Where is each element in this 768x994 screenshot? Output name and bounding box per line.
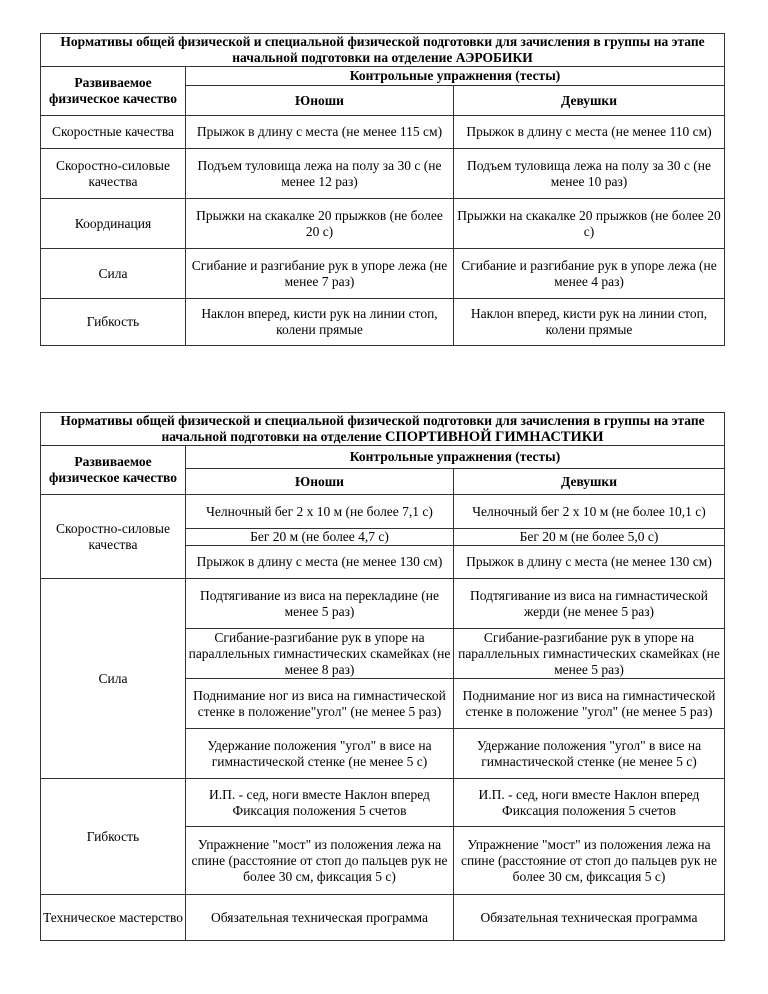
- boys-cell: Сгибание и разгибание рук в упоре лежа (не менее 7 раз): [186, 249, 454, 299]
- quality-cell: Скоростно-силовые качества: [41, 149, 186, 199]
- girls-cell: Упражнение "мост" из положения лежа на спине (расстояние от стоп до пальцев рук не более 30 см, фиксация 5 с): [454, 827, 725, 895]
- boys-cell: Прыжок в длину с места (не менее 130 см): [186, 546, 454, 579]
- boys-cell: Подъем туловища лежа на полу за 30 с (не менее 12 раз): [186, 149, 454, 199]
- boys-cell: Прыжок в длину с места (не менее 115 см): [186, 116, 454, 149]
- girls-cell: Сгибание и разгибание рук в упоре лежа (не менее 4 раз): [454, 249, 725, 299]
- header-girls: Девушки: [454, 86, 725, 116]
- table-row: [41, 249, 725, 299]
- girls-cell: Удержание положения "угол" в висе на гимнастической стенке (не менее 5 с): [454, 729, 725, 779]
- gymnastics-standards-table: [40, 412, 725, 941]
- quality-cell: Скоростно-силовые качества: [41, 495, 186, 579]
- boys-cell: Наклон вперед, кисти рук на линии стоп, колени прямые: [186, 299, 454, 346]
- boys-cell: И.П. - сед, ноги вместе Наклон вперед Фиксация положения 5 счетов: [186, 779, 454, 827]
- table-row: [41, 779, 725, 827]
- girls-cell: Подтягивание из виса на гимнастической жерди (не менее 5 раз): [454, 579, 725, 629]
- table-title-main: Нормативы общей физической и специальной физической подготовки для зачисления в группы на этапе начальной подготовки на отделение: [60, 413, 705, 444]
- boys-cell: Сгибание-разгибание рук в упоре на параллельных гимнастических скамейках (не менее 8 раз): [186, 629, 454, 679]
- boys-cell: Подтягивание из виса на перекладине (не менее 5 раз): [186, 579, 454, 629]
- boys-cell: Упражнение "мост" из положения лежа на спине (расстояние от стоп до пальцев рук не более 30 см, фиксация 5 с): [186, 827, 454, 895]
- header-girls: Девушки: [454, 469, 725, 495]
- boys-cell: Бег 20 м (не более 4,7 с): [186, 529, 454, 546]
- girls-cell: Прыжок в длину с места (не менее 110 см): [454, 116, 725, 149]
- header-boys: Юноши: [186, 469, 454, 495]
- girls-cell: Сгибание-разгибание рук в упоре на параллельных гимнастических скамейках (не менее 5 раз): [454, 629, 725, 679]
- girls-cell: Прыжок в длину с места (не менее 130 см): [454, 546, 725, 579]
- header-tests: Контрольные упражнения (тесты): [186, 446, 725, 469]
- boys-cell: Удержание положения "угол" в висе на гимнастической стенке (не менее 5 с): [186, 729, 454, 779]
- girls-cell: Бег 20 м (не более 5,0 с): [454, 529, 725, 546]
- table-title: Нормативы общей физической и специальной физической подготовки для зачисления в группы на этапе начальной подготовки на отделение АЭРОБИКИ: [41, 34, 725, 67]
- girls-cell: Подъем туловища лежа на полу за 30 с (не менее 10 раз): [454, 149, 725, 199]
- quality-cell: Координация: [41, 199, 186, 249]
- boys-cell: Поднимание ног из виса на гимнастической стенке в положение"угол" (не менее 5 раз): [186, 679, 454, 729]
- header-boys: Юноши: [186, 86, 454, 116]
- girls-cell: Поднимание ног из виса на гимнастической стенке в положение "угол" (не менее 5 раз): [454, 679, 725, 729]
- aerobics-standards-table: [40, 33, 725, 346]
- girls-cell: Обязательная техническая программа: [454, 895, 725, 941]
- quality-cell: Скоростные качества: [41, 116, 186, 149]
- table-row: [41, 495, 725, 529]
- quality-cell: Сила: [41, 249, 186, 299]
- quality-cell: Гибкость: [41, 299, 186, 346]
- header-tests: Контрольные упражнения (тесты): [186, 67, 725, 86]
- table-row: [41, 579, 725, 629]
- header-quality: Развиваемое физическое качество: [41, 67, 186, 116]
- quality-cell: Техническое мастерство: [41, 895, 186, 941]
- girls-cell: Челночный бег 2 х 10 м (не более 10,1 с): [454, 495, 725, 529]
- table-row: [41, 199, 725, 249]
- quality-cell: Гибкость: [41, 779, 186, 895]
- table-row: [41, 895, 725, 941]
- boys-cell: Прыжки на скакалке 20 прыжков (не более 20 с): [186, 199, 454, 249]
- girls-cell: И.П. - сед, ноги вместе Наклон вперед Фиксация положения 5 счетов: [454, 779, 725, 827]
- table-title: [41, 413, 725, 446]
- boys-cell: Челночный бег 2 х 10 м (не более 7,1 с): [186, 495, 454, 529]
- table-row: [41, 299, 725, 346]
- boys-cell: Обязательная техническая программа: [186, 895, 454, 941]
- table-row: [41, 116, 725, 149]
- girls-cell: Прыжки на скакалке 20 прыжков (не более 20 с): [454, 199, 725, 249]
- header-quality: Развиваемое физическое качество: [41, 446, 186, 495]
- quality-cell: Сила: [41, 579, 186, 779]
- table-title-department: СПОРТИВНОЙ ГИМНАСТИКИ: [384, 429, 604, 445]
- table-row: [41, 149, 725, 199]
- girls-cell: Наклон вперед, кисти рук на линии стоп, колени прямые: [454, 299, 725, 346]
